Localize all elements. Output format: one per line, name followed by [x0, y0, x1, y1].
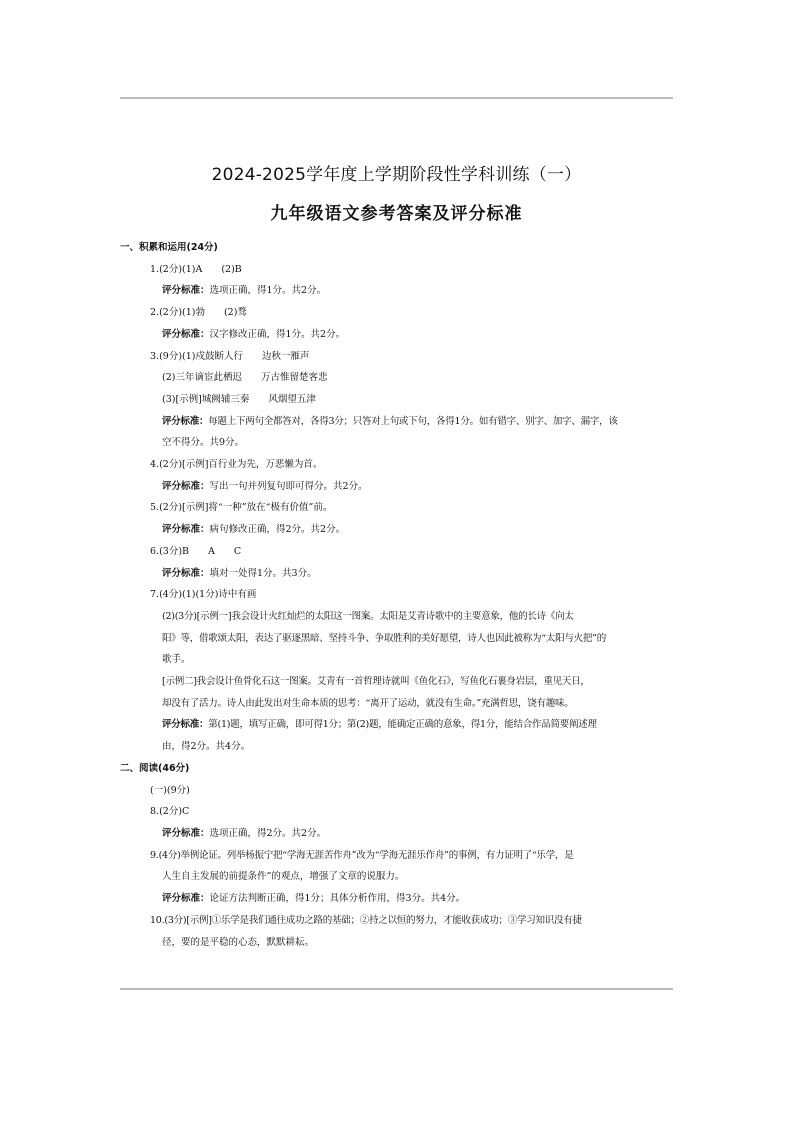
criteria-label: 评分标准： [162, 328, 210, 340]
criteria-7 [120, 714, 673, 736]
answer-3-line-2: (2)三年谪宦此栖迟 万古惟留楚客悲 [162, 372, 328, 384]
answer-7: 7.(4分)(1)(1分)诗中有画 [150, 589, 257, 601]
document-title: 2024-2025学年度上学期阶段性学科训练（一） [211, 165, 582, 185]
answer-7-line-3: 阳》等，借歌颂太阳，表达了驱逐黑暗、坚持斗争、争取胜利的美好愿望，诗人也因此被称为“太阳与火把”的 [162, 632, 606, 644]
answer-9-line-2: 人生自主发展的前提条件”的观点，增强了文章的说服力。 [162, 871, 405, 883]
criteria-3 [120, 411, 673, 433]
answer-body [120, 237, 673, 953]
criteria-5 [120, 519, 673, 541]
answer-9: 9.(4分)举例论证。列举杨振宁把“学海无涯苦作舟”改为“学海无涯乐作舟”的事例，有力证明了“乐学，是 [150, 849, 574, 861]
criteria-label: 评分标准： [162, 415, 209, 427]
criteria-2 [120, 324, 673, 346]
criteria-label: 评分标准： [162, 893, 210, 905]
answer-5: 5.(2分)[示例]将“一种”放在“极有价值”前。 [150, 502, 333, 514]
criteria-label: 评分标准： [162, 480, 210, 492]
criteria-text: 病句修改正确，得2分。共2分。 [209, 524, 346, 536]
criteria-text: 每题上下两句全都答对，各得3分；只答对上句或下句，各得1分。如有错字、别字、加字、漏字，该 [208, 415, 618, 427]
section-heading-2: 二、阅读(46分) [120, 762, 190, 774]
document-subtitle: 九年级语文参考答案及评分标准 [270, 204, 523, 224]
criteria-text: 第(1)题，填写正确，即可得1分；第(2)题，能确定正确的意象，得1分，能结合作品简要阐述理 [208, 719, 597, 731]
criteria-text: 汉字修改正确，得1分。共2分。 [209, 328, 346, 340]
criteria-text: 选项正确，得1分。共2分。 [209, 285, 327, 297]
section-heading-1: 一、积累和运用(24分) [120, 242, 218, 253]
answer-2: 2.(2分)(1)勃 (2)骛 [150, 307, 247, 319]
answer-10: 10.(3分)[示例]①乐学是我们通往成功之路的基础；②持之以恒的努力，才能收获成功；③学习知识没有捷 [150, 914, 582, 926]
top-rule [120, 97, 673, 99]
answer-8: 8.(2分)C [150, 806, 190, 818]
answer-3-line-3: (3)[示例]城阙辅三秦 风烟望五津 [162, 393, 316, 405]
criteria-text: 填对一处得1分。共3分。 [209, 567, 317, 579]
answer-4: 4.(2分)[示例]百行业为先，万恶懒为首。 [150, 459, 323, 471]
criteria-label: 评分标准： [162, 524, 210, 536]
criteria-1 [120, 280, 673, 302]
answer-7-line-4: 歌手。 [162, 654, 191, 666]
criteria-3-line-2: 空不得分。共9分。 [162, 437, 245, 449]
answer-10-line-2: 径，要的是平稳的心态，默默耕耘。 [162, 936, 315, 948]
answer-1: 1.(2分)(1)A (2)B [150, 263, 242, 275]
answer-7-line-2: (2)(3分)[示例一]我会设计火红灿烂的太阳这一图案。太阳是艾青诗歌中的主要意象，他的长诗《向太 [162, 610, 574, 622]
criteria-9 [120, 888, 673, 910]
answer-6: 6.(3分)B A C [150, 545, 242, 557]
answer-3: 3.(9分)(1)戍鼓断人行 边秋一雁声 [150, 350, 310, 362]
criteria-label: 评分标准： [162, 719, 209, 731]
criteria-8 [120, 823, 673, 845]
criteria-label: 评分标准： [162, 827, 210, 839]
answer-7-line-6: 却没有了活力。诗人由此发出对生命本质的思考：“离开了运动，就没有生命。”充满哲思，饶有趣味。 [162, 697, 574, 709]
criteria-4 [120, 476, 673, 498]
criteria-text: 论证方法判断正确，得1分；具体分析作用，得3分。共4分。 [209, 893, 466, 905]
criteria-7-line-2: 由，得2分。共4分。 [162, 741, 251, 753]
bottom-rule [120, 988, 673, 990]
subsection-heading: (一)(9分) [150, 784, 190, 796]
criteria-label: 评分标准： [162, 567, 210, 579]
criteria-label: 评分标准： [162, 285, 210, 297]
answer-7-line-5: [示例二]我会设计鱼骨化石这一图案。艾青有一首哲理诗就叫《鱼化石》，写鱼化石裹身岩层，重见天日， [162, 676, 590, 688]
criteria-6 [120, 563, 673, 585]
criteria-text: 选项正确，得2分。共2分。 [209, 827, 327, 839]
criteria-text: 写出一句并列复句即可得分。共2分。 [209, 480, 368, 492]
